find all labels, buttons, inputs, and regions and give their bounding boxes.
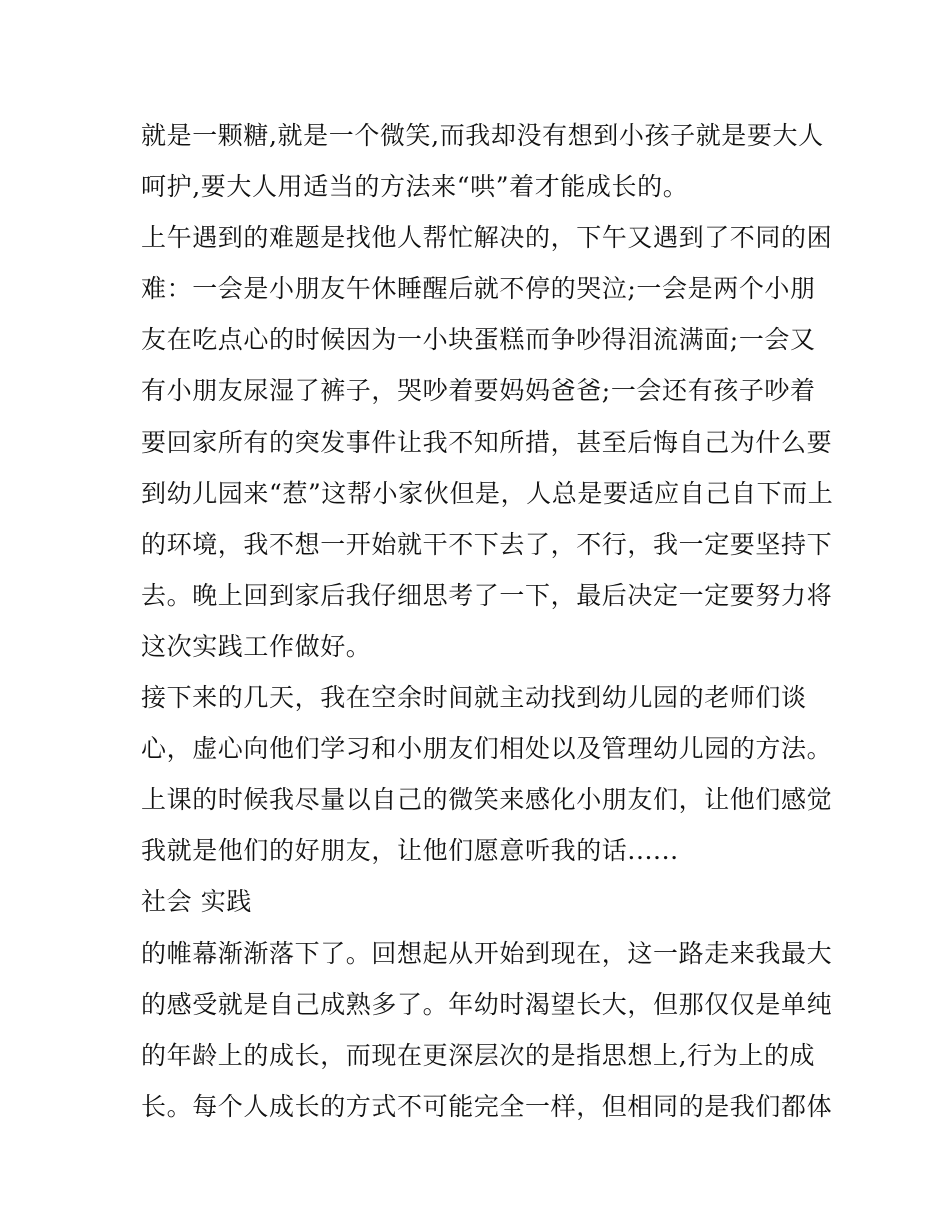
text-line-14: 上课的时候我尽量以自己的微笑来感化小朋友们，让他们感觉 <box>141 785 833 815</box>
text-line-10: 去。晚上回到家后我仔细思考了一下，最后决定一定要努力将 <box>141 580 833 610</box>
text-line-17: 的帷幕渐渐落下了。回想起从开始到现在，这一路走来我最大 <box>141 938 833 968</box>
text-line-13: 心，虚心向他们学习和小朋友们相处以及管理幼儿园的方法。 <box>141 734 833 764</box>
text-line-4: 难：一会是小朋友午休睡醒后就不停的哭泣;一会是两个小朋 <box>141 274 816 304</box>
text-line-9: 的环境，我不想一开始就干不下去了，不行，我一定要坚持下 <box>141 529 833 559</box>
section-heading: 社会 实践 <box>141 887 252 917</box>
text-line-12: 接下来的几天，我在空余时间就主动找到幼儿园的老师们谈 <box>141 683 807 713</box>
text-line-7: 要回家所有的突发事件让我不知所措，甚至后悔自己为什么要 <box>141 427 833 457</box>
text-line-18: 的感受就是自己成熟多了。年幼时渴望长大，但那仅仅是单纯 <box>141 989 833 1019</box>
text-line-11: 这次实践工作做好。 <box>141 631 372 661</box>
text-line-1: 就是一颗糖,就是一个微笑,而我却没有想到小孩子就是要大人 <box>141 121 824 150</box>
text-line-20: 长。每个人成长的方式不可能完全一样，但相同的是我们都体 <box>141 1091 833 1121</box>
text-line-19: 的年龄上的成长，而现在更深层次的是指思想上,行为上的成 <box>141 1040 816 1070</box>
body-text <box>141 110 834 1132</box>
text-line-3: 上午遇到的难题是找他人帮忙解决的，下午又遇到了不同的困 <box>141 223 833 253</box>
text-line-5: 友在吃点心的时候因为一小块蛋糕而争吵得泪流满面;一会又 <box>141 325 816 355</box>
text-line-8: 到幼儿园来“惹”这帮小家伙但是，人总是要适应自己自下而上 <box>141 478 834 508</box>
text-line-15: 我就是他们的好朋友，让他们愿意听我的话...... <box>141 836 679 866</box>
text-line-2: 呵护,要大人用适当的方法来“哄”着才能成长的。 <box>141 172 689 202</box>
text-line-6: 有小朋友尿湿了裤子，哭吵着要妈妈爸爸;一会还有孩子吵着 <box>141 376 816 406</box>
